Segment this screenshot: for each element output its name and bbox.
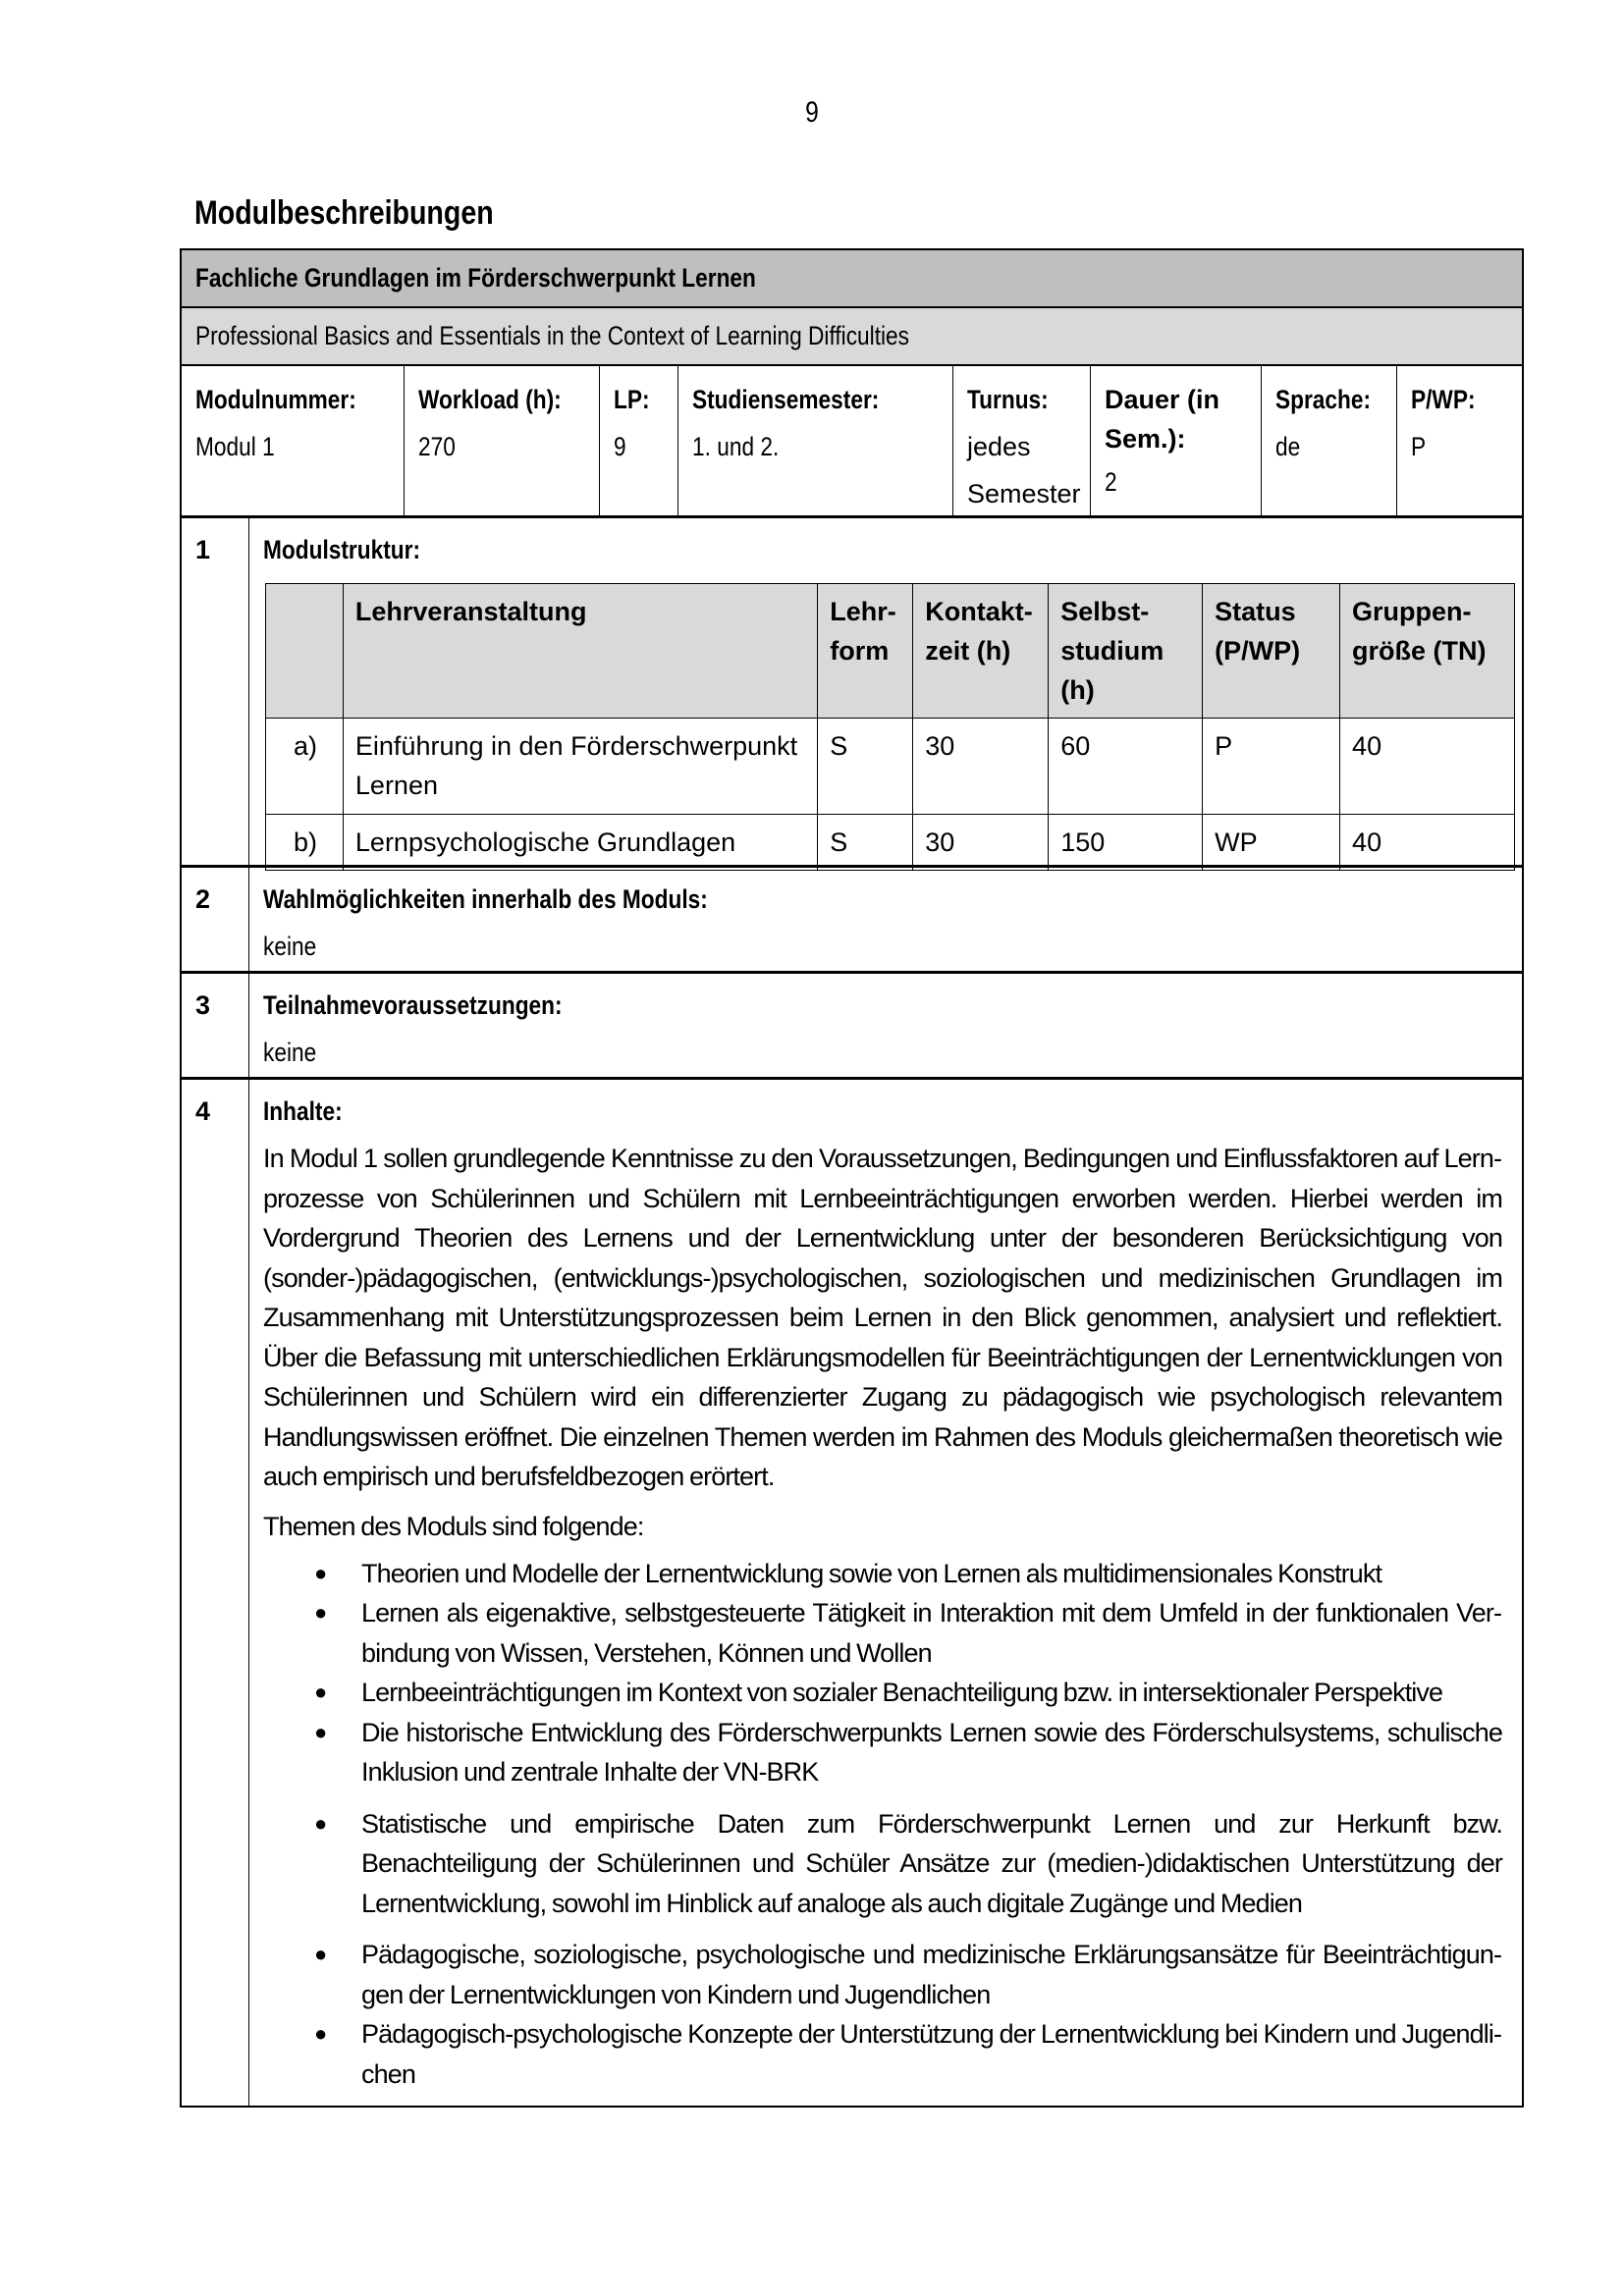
page-heading-text: Modulbeschreibungen: [194, 194, 494, 232]
row-letter: b): [266, 815, 344, 871]
list-item: [263, 1554, 1502, 1594]
info-label: Dauer (in Sem.):: [1105, 385, 1220, 454]
row-gruppengroesse: 40: [1340, 815, 1515, 871]
section-teilnahmevoraussetzungen: [182, 974, 1522, 1080]
header-lehrform: Lehr-form: [818, 584, 913, 719]
section-number: 4: [182, 1080, 249, 2106]
section-title: Modulstruktur:: [263, 535, 421, 564]
module-subtitle: Professional Basics and Essentials in the Context of Learning Difficulties: [195, 321, 909, 350]
bullet-icon: ●: [314, 1942, 327, 1966]
header-lehrveranstaltung: Lehrveranstaltung: [343, 584, 817, 719]
list-item: [263, 1804, 1502, 1924]
info-cell-pwp: [1397, 366, 1522, 515]
page-number: 9: [805, 96, 819, 129]
info-label: LP:: [614, 385, 650, 414]
header-gruppengroesse: Gruppen-größe (TN): [1340, 584, 1515, 719]
themes-list: [263, 1554, 1502, 2095]
row-selbststudium: 150: [1049, 815, 1203, 871]
section-number: 1: [182, 518, 249, 865]
list-item-text: Pädagogische, soziologische, psychologische und medizinische Erklärungsansätze für Beeinträchtigungen der Lernentwicklungen von Kindern und Jugendlichen: [361, 1940, 1502, 2009]
row-course: Lernpsychologische Grundlagen: [343, 815, 817, 871]
bullet-icon: ●: [314, 1810, 327, 1836]
row-lehrform: S: [818, 815, 913, 871]
row-kontaktzeit: 30: [913, 815, 1049, 871]
list-item: [263, 1713, 1502, 1792]
section-number: 3: [182, 974, 249, 1077]
info-value: jedes Semester: [967, 432, 1081, 508]
header-selbststudium: Selbst-studium (h): [1049, 584, 1203, 719]
info-cell-lp: [600, 366, 678, 515]
info-value: 2: [1105, 467, 1117, 497]
themes-intro: Themen des Moduls sind folgende:: [263, 1511, 644, 1541]
info-label: Turnus:: [967, 385, 1049, 414]
info-value: Modul 1: [195, 432, 275, 461]
info-cell-workload: [405, 366, 600, 515]
section-value: keine: [263, 1038, 317, 1067]
header-kontaktzeit: Kontakt-zeit (h): [913, 584, 1049, 719]
section-title: Wahlmöglichkeiten innerhalb des Moduls:: [263, 884, 708, 914]
row-selbststudium: 60: [1049, 719, 1203, 815]
table-row: [266, 719, 1515, 815]
content-paragraph: In Modul 1 sollen grundlegende Kenntnisse zu den Voraussetzungen, Bedingungen und Einflussfaktoren auf Lernprozesse von Schülerinnen und Schülern mit Lernbeeinträchtigungen erworben werden. Hierbei werden im Vordergrund Theorien des Lernens und der Lernentwicklung unter der besonderen Berücksichtigung von (sonder-)pädagogischen, (entwicklungs-)psychologischen, soziologischen und medizinischen Grundlagen im Zusammenhang mit Unterstützungsprozessen beim Lernen in den Blick genommen, analysiert und reflektiert. Über die Befassung mit unterschiedlichen Erklärungsmodellen für Beeinträchtigungen der Lernentwicklungen von Schülerinnen und Schülern wird ein differenzierter Zugang zu pädagogisch wie psychologisch relevantem Handlungswissen eröffnet. Die einzelnen Themen werden im Rahmen des Moduls gleichermaßen theoretisch wie auch empirisch und berufsfeldbezogen erörtert.: [263, 1144, 1502, 1491]
info-cell-sprache: [1262, 366, 1397, 515]
bullet-icon: ●: [314, 1680, 327, 1704]
info-cell-modulnummer: [182, 366, 405, 515]
info-label: P/WP:: [1411, 385, 1476, 414]
header-status: Status (P/WP): [1203, 584, 1340, 719]
section-value: keine: [263, 932, 317, 961]
section-title: Teilnahmevoraussetzungen:: [263, 990, 563, 1020]
section-inhalte: [182, 1080, 1522, 2106]
section-body: [249, 518, 1535, 865]
row-status: WP: [1203, 815, 1340, 871]
bullet-icon: ●: [314, 1600, 327, 1625]
bullet-icon: ●: [314, 1719, 327, 1744]
section-body: [249, 1080, 1522, 2106]
page-heading: [194, 194, 551, 233]
row-gruppengroesse: 40: [1340, 719, 1515, 815]
bullet-icon: ●: [314, 2021, 327, 2046]
info-label: Studiensemester:: [692, 385, 880, 414]
bullet-icon: ●: [314, 1560, 327, 1585]
structure-header-row: [266, 584, 1515, 719]
row-course: Einführung in den Förderschwerpunkt Lernen: [343, 719, 817, 815]
section-title: Inhalte:: [263, 1096, 343, 1126]
info-cell-dauer: [1091, 366, 1262, 515]
section-body: [249, 868, 1522, 971]
module-description-table: [180, 248, 1524, 2108]
list-item-text: Theorien und Modelle der Lernentwicklung sowie von Lernen als multidimensionales Konstrukt: [361, 1558, 1382, 1588]
row-lehrform: S: [818, 719, 913, 815]
info-value: 270: [418, 432, 456, 461]
info-label: Workload (h):: [418, 385, 562, 414]
section-body: [249, 974, 1522, 1077]
list-item-text: Pädagogisch-psychologische Konzepte der Unterstützung der Lernentwicklung bei Kindern und Jugendlichen: [361, 2019, 1502, 2089]
info-cell-studiensemester: [678, 366, 953, 515]
row-letter: a): [266, 719, 344, 815]
section-number: 2: [182, 868, 249, 971]
info-label: Sprache:: [1275, 385, 1372, 414]
module-info-row: [182, 366, 1522, 518]
list-item-text: Statistische und empirische Daten zum Förderschwerpunkt Lernen und zur Herkunft bzw. Benachteiligung der Schülerinnen und Schüler Ansätze zur (medien-)didaktischen Unterstützung der Lernentwicklung, sowohl im Hinblick auf analoge als auch digitale Zugänge und Medien: [361, 1808, 1502, 1918]
module-subtitle-row: [182, 308, 1522, 366]
section-modulstruktur: [182, 518, 1522, 868]
list-item: [263, 1935, 1502, 2014]
info-value: 9: [614, 432, 626, 461]
section-wahlmoeglichkeiten: [182, 868, 1522, 974]
list-item: [263, 1673, 1502, 1713]
row-kontaktzeit: 30: [913, 719, 1049, 815]
info-value: 1. und 2.: [692, 432, 780, 461]
table-row: [266, 815, 1515, 871]
row-status: P: [1203, 719, 1340, 815]
info-value: de: [1275, 432, 1301, 461]
list-item-text: Die historische Entwicklung des Förderschwerpunkts Lernen sowie des Förderschulsystems, schulische Inklusion und zentrale Inhalte der VN-BRK: [361, 1717, 1502, 1787]
header-letter: [266, 584, 344, 719]
list-item-text: Lernbeeinträchtigungen im Kontext von sozialer Benachteiligung bzw. in intersektionaler Perspektive: [361, 1678, 1443, 1707]
info-value: P: [1411, 432, 1427, 461]
module-structure-table: [265, 583, 1515, 871]
info-cell-turnus: [953, 366, 1091, 515]
module-title-row: [182, 250, 1522, 308]
info-label: Modulnummer:: [195, 385, 356, 414]
list-item-text: Lernen als eigenaktive, selbstgesteuerte Tätigkeit in Interaktion mit dem Umfeld in der funktionalen Verbindung von Wissen, Verstehen, Können und Wollen: [361, 1598, 1502, 1668]
list-item: [263, 2014, 1502, 2094]
module-title: Fachliche Grundlagen im Förderschwerpunkt Lernen: [195, 263, 756, 293]
list-item: [263, 1593, 1502, 1673]
